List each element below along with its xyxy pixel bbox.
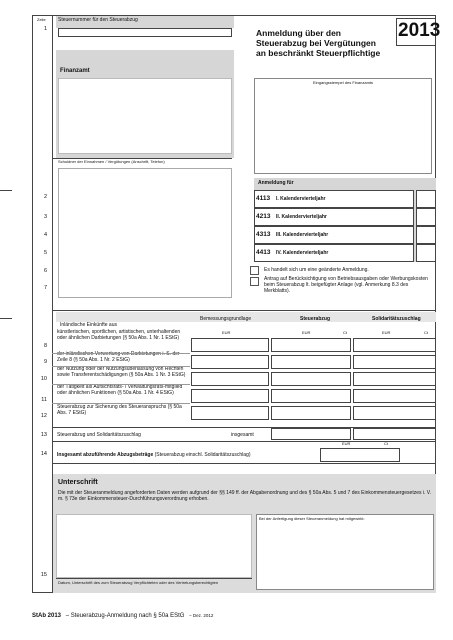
quarter-code: 4213 xyxy=(256,213,271,220)
tax-input-row12[interactable] xyxy=(271,406,351,420)
unit-ct: Ct xyxy=(424,330,428,335)
form-title-line: an beschränkt Steuerpflichtige xyxy=(256,48,381,58)
quarter-label: I. Kalendervierteljahr xyxy=(276,196,326,202)
quarter-code: 4313 xyxy=(256,231,271,238)
basis-input-row10[interactable] xyxy=(191,372,269,386)
unit-ct: Ct xyxy=(343,330,347,335)
row-number: 5 xyxy=(43,250,47,256)
income-row-label: der inländischen Verwertung von Darbietungen i. S. der Zeile 8 (§ 50a Abs. 1 Nr. 2 EStG) xyxy=(57,351,180,363)
row-number: 4 xyxy=(43,232,47,238)
soli-input-row11[interactable] xyxy=(353,389,436,403)
row-number: 11 xyxy=(41,397,47,403)
soli-input-row9[interactable] xyxy=(353,355,436,369)
row14-top xyxy=(52,441,436,442)
row-number: 3 xyxy=(43,214,47,220)
unit-eur: EUR xyxy=(302,330,311,335)
date-label: Datum, Unterschrift des zum Steuerabzug Verpflichteten oder des Vertretungsberechtigten xyxy=(58,580,219,585)
basis-input-row12[interactable] xyxy=(191,406,269,420)
row13-label: Steuerabzug und Solidaritätszuschlag xyxy=(57,432,141,438)
unit-eur: EUR xyxy=(342,441,351,446)
total-payable-input[interactable] xyxy=(320,448,400,462)
row-number: 1 xyxy=(43,26,47,32)
quarter-label: III. Kalendervierteljahr xyxy=(276,232,329,238)
row-number: 10 xyxy=(40,376,47,382)
zeile-label: Zeile xyxy=(37,17,46,22)
tax-input-row11[interactable] xyxy=(271,389,351,403)
footer-code: StAb 2013 xyxy=(32,613,62,619)
row-number: 15 xyxy=(40,572,47,578)
form-title xyxy=(256,28,396,58)
row-divider xyxy=(52,366,190,367)
row-divider xyxy=(52,384,190,385)
row-number: 9 xyxy=(43,359,47,365)
row13-total: insgesamt xyxy=(231,432,254,438)
eingangsstempel-label: Eingangsstempel des Finanzamts xyxy=(312,80,374,85)
soli-total-input[interactable] xyxy=(353,428,436,440)
quarter-checkbox-q3[interactable] xyxy=(416,226,436,244)
finanzamt-input[interactable] xyxy=(58,78,232,154)
row-number: 12 xyxy=(40,413,47,419)
header-income: Inländische Einkünfte aus xyxy=(60,322,117,328)
signature-title: Unterschrift xyxy=(58,479,98,486)
tax-input-row8[interactable] xyxy=(271,338,351,352)
signature-line xyxy=(56,578,252,579)
row-number: 14 xyxy=(40,451,47,457)
quarter-code: 4113 xyxy=(256,195,271,202)
steuernummer-input[interactable] xyxy=(58,28,232,37)
row-number: 2 xyxy=(43,194,47,200)
unit-eur: EUR xyxy=(222,330,231,335)
row-number: 13 xyxy=(40,432,47,438)
schuldner-input[interactable] xyxy=(58,168,232,298)
tax-input-row10[interactable] xyxy=(271,372,351,386)
row-number: 8 xyxy=(43,343,47,349)
request-checkbox[interactable] xyxy=(250,277,259,286)
quarter-checkbox-q4[interactable] xyxy=(416,244,436,262)
quarter-code: 4413 xyxy=(256,249,271,256)
footer-date: – Dez. 2012 xyxy=(189,613,214,618)
helper-box[interactable] xyxy=(256,514,434,590)
soli-input-row10[interactable] xyxy=(353,372,436,386)
margin-tick xyxy=(0,190,12,191)
quarter-label: IV. Kalendervierteljahr xyxy=(276,250,329,256)
basis-input-row8[interactable] xyxy=(191,338,269,352)
income-row-label: künstlerischen, sportlichen, artistischen, unterhaltenden oder ähnlichen Darbietungen (§ 50a Abs. 1 Nr. 1 EStG) xyxy=(57,329,181,341)
footer-text: – Steuerabzug-Anmeldung nach § 50a EStG xyxy=(65,613,185,619)
steuernummer-label: Steuernummer für den Steuerabzug xyxy=(58,17,138,23)
table-top-line xyxy=(52,310,436,311)
basis-input-row11[interactable] xyxy=(191,389,269,403)
tax-total-input[interactable] xyxy=(271,428,351,440)
signature-text: Die mit der Steueranmeldung angeforderten Daten werden aufgrund der §§ 149 ff. der Abgabenordnung und des § 50a Abs. 5 und 7 des Einkommensteuergesetzes i. V. m. § 73e der Einkommensteuer-Durchführungsverordnung erhoben. xyxy=(58,490,432,502)
quarter-checkbox-q2[interactable] xyxy=(416,208,436,226)
unit-ct: Ct xyxy=(384,441,388,446)
header-tax: Steuerabzug xyxy=(300,316,331,322)
tax-input-row9[interactable] xyxy=(271,355,351,369)
changed-checkbox[interactable] xyxy=(250,266,259,275)
row14-label-bold: Insgesamt abzuführende Abzugsbeträge xyxy=(57,452,154,458)
basis-input-row9[interactable] xyxy=(191,355,269,369)
footer xyxy=(32,613,213,619)
helper-label: Bei der Anfertigung dieser Steueranmeldung hat mitgewirkt: xyxy=(259,516,365,521)
date-signature-field[interactable] xyxy=(56,514,252,578)
soli-input-row12[interactable] xyxy=(353,406,436,420)
row14-label xyxy=(57,453,337,459)
header-basis: Bemessungsgrundlage xyxy=(200,316,252,322)
row-divider xyxy=(52,403,190,404)
soli-input-row8[interactable] xyxy=(353,338,436,352)
row-number: 6 xyxy=(43,268,47,274)
margin-tick xyxy=(0,318,12,319)
unit-eur: EUR xyxy=(382,330,391,335)
row-number: 7 xyxy=(43,285,47,291)
header-soli: Solidaritätszuschlag xyxy=(372,316,421,322)
year-label: 2013 xyxy=(398,20,441,41)
eingangsstempel-box xyxy=(254,78,432,174)
quarter-label: II. Kalendervierteljahr xyxy=(276,214,327,220)
row-divider xyxy=(52,353,190,354)
form-title-line: Steuerabzug bei Vergütungen xyxy=(256,38,376,48)
income-row-label: Steuerabzug zur Sicherung des Steueranspruchs (§ 50a Abs. 7 EStG) xyxy=(57,404,182,416)
income-row-label: der Nutzung oder der Nutzungsüberlassung von Rechten sowie Transferentschädigungen (§ 50a Abs. 1 Nr. 3 EStG) xyxy=(57,366,186,378)
quarter-checkbox-q1[interactable] xyxy=(416,190,436,208)
row14-bottom xyxy=(52,463,436,464)
anmeldung-title: Anmeldung für xyxy=(258,180,294,186)
request-label: Antrag auf Berücksichtigung von Betriebsausgaben oder Werbungskosten beim Steuerabzug lt. beigefügter Anlage (vgl. Anmerkung 8.3 des Merkblatts). xyxy=(264,276,428,294)
schuldner-label: Schuldner der Einnahmen / Vergütungen (Anschrift, Telefon) xyxy=(58,159,165,164)
form-title-line: Anmeldung über den xyxy=(256,28,341,38)
row14-label-rest: (Steuerabzug einschl. Solidaritätszuschlag) xyxy=(154,452,251,458)
income-row-label: der Tätigkeit als Aufsichtsrats- / Verwaltungsrats-mitglied oder ähnlichen Funktionen (§ 50a Abs. 1 Nr. 4 EStG) xyxy=(57,384,183,396)
finanzamt-label: Finanzamt xyxy=(60,68,90,74)
changed-label: Es handelt sich um eine geänderte Anmeldung. xyxy=(264,267,369,273)
